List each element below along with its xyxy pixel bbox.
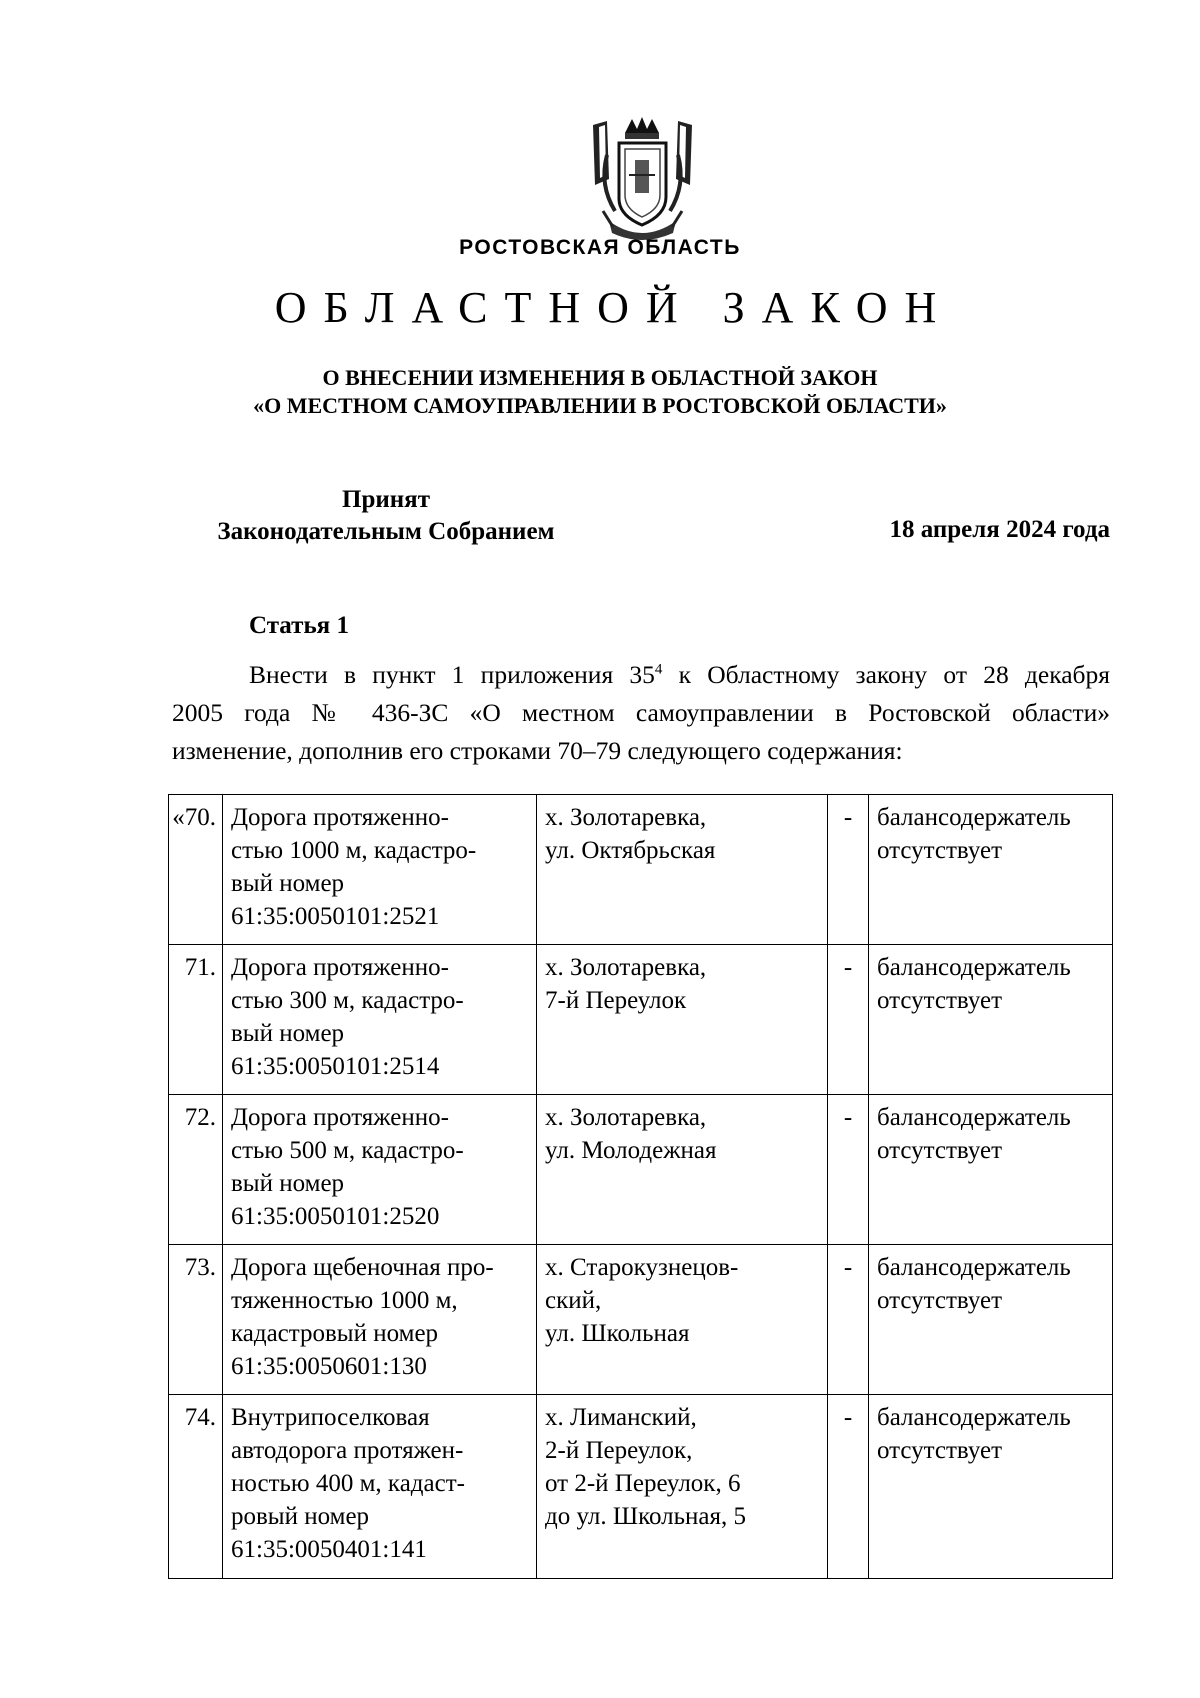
road-description-line: вый номер [231,870,345,897]
road-description [223,1245,537,1395]
row-number: 72. [169,1095,223,1245]
road-address-line: ул. Октябрьская [545,837,716,864]
road-description-line: стью 1000 м, кадастро- [231,837,477,864]
balance-holder-line: балансодержатель [877,1404,1071,1431]
road-address-line: 2-й Переулок, [545,1437,693,1464]
road-address-line: х. Старокузнецов- [545,1254,739,1281]
superscript: 4 [654,661,663,678]
empty-value-dash: - [828,945,869,1095]
roads-table-body [169,795,1113,1579]
article-heading: Статья 1 [249,612,349,639]
row-number: 73. [169,1245,223,1395]
table-row [169,1395,1113,1579]
road-description-line: 61:35:0050101:2521 [231,903,440,930]
road-description-line: тяженностью 1000 м, [231,1287,458,1314]
balance-holder-line: отсутствует [877,987,1003,1014]
article-text-line-2: 2005 года № 436-ЗС «О местном самоуправлении в Ростовской области» [172,698,1110,727]
road-address-line: ул. Молодежная [545,1137,717,1164]
balance-holder-line: отсутствует [877,1137,1003,1164]
road-description-line: стью 500 м, кадастро- [231,1137,464,1164]
balance-holder-line: отсутствует [877,1437,1003,1464]
law-subtitle-line-2: «О МЕСТНОМ САМОУПРАВЛЕНИИ В РОСТОВСКОЙ ОБЛАСТИ» [253,393,947,418]
empty-value-dash: - [828,1095,869,1245]
road-description-line: ностью 400 м, кадаст- [231,1470,465,1497]
road-address-line: ул. Школьная [545,1320,690,1347]
road-description-line: Дорога протяженно- [231,1104,449,1131]
road-description-line: Дорога щебеночная про- [231,1254,494,1281]
road-description-line: ровый номер [231,1503,370,1530]
article-text [172,656,1110,770]
empty-value-dash: - [828,795,869,945]
road-address-line: ский, [545,1287,602,1314]
road-address-line: 7-й Переулок [545,987,687,1014]
road-description-line: вый номер [231,1170,345,1197]
article-text-part: Внести в пункт 1 приложения 35 [249,660,655,689]
road-description-line: 61:35:0050101:2520 [231,1203,440,1230]
balance-holder-line: балансодержатель [877,804,1071,831]
balance-holder [869,1395,1113,1579]
road-description-line: 61:35:0050101:2514 [231,1053,440,1080]
article-text-part: к Областному закону от 28 декабря [662,660,1110,689]
balance-holder [869,945,1113,1095]
article-text-line-1 [172,656,1110,694]
road-address [537,945,828,1095]
road-description [223,1395,537,1579]
roads-table [168,794,1113,1579]
balance-holder-line: отсутствует [877,1287,1003,1314]
adopted-by: Законодательным Собранием [217,518,555,545]
road-address-line: х. Лиманский, [545,1404,697,1431]
balance-holder [869,1245,1113,1395]
road-address-line: х. Золотаревка, [545,954,707,981]
region-name: РОСТОВСКАЯ ОБЛАСТЬ [459,236,741,259]
row-number: 74. [169,1395,223,1579]
law-subtitle-line-1: О ВНЕСЕНИИ ИЗМЕНЕНИЯ В ОБЛАСТНОЙ ЗАКОН [322,365,878,390]
balance-holder-line: балансодержатель [877,1254,1071,1281]
road-description-line: Дорога протяженно- [231,954,449,981]
road-address [537,1245,828,1395]
table-row [169,945,1113,1095]
balance-holder [869,1095,1113,1245]
road-description-line: 61:35:0050601:130 [231,1353,427,1380]
road-description-line: Дорога протяженно- [231,804,449,831]
road-description-line: 61:35:0050401:141 [231,1536,427,1563]
road-description-line: кадастровый номер [231,1320,439,1347]
table-row [169,1245,1113,1395]
balance-holder [869,795,1113,945]
road-address [537,795,828,945]
road-description-line: Внутрипоселковая [231,1404,430,1431]
row-number: 71. [169,945,223,1095]
table-row [169,1095,1113,1245]
road-description [223,795,537,945]
law-type-title: ОБЛАСТНОЙ ЗАКОН [274,283,954,332]
road-description-line: вый номер [231,1020,345,1047]
road-description-line: автодорога протяжен- [231,1437,464,1464]
law-subtitle [0,364,1200,420]
empty-value-dash: - [828,1245,869,1395]
road-address [537,1395,828,1579]
table-row [169,795,1113,945]
balance-holder-line: отсутствует [877,837,1003,864]
road-description [223,1095,537,1245]
road-description [223,945,537,1095]
balance-holder-line: балансодержатель [877,954,1071,981]
road-address [537,1095,828,1245]
rostov-oblast-coat-of-arms-icon [585,115,700,245]
road-address-line: х. Золотаревка, [545,1104,707,1131]
road-description-line: стью 300 м, кадастро- [231,987,464,1014]
row-number: «70. [169,795,223,945]
empty-value-dash: - [828,1395,869,1579]
article-text-line-3: изменение, дополнив его строками 70–79 следующего содержания: [172,736,903,765]
adoption-block [176,484,596,548]
road-address-line: х. Золотаревка, [545,804,707,831]
road-address-line: от 2-й Переулок, 6 [545,1470,741,1497]
balance-holder-line: балансодержатель [877,1104,1071,1131]
adoption-date: 18 апреля 2024 года [889,516,1110,543]
road-address-line: до ул. Школьная, 5 [545,1503,746,1530]
adopted-label: Принят [342,486,430,513]
